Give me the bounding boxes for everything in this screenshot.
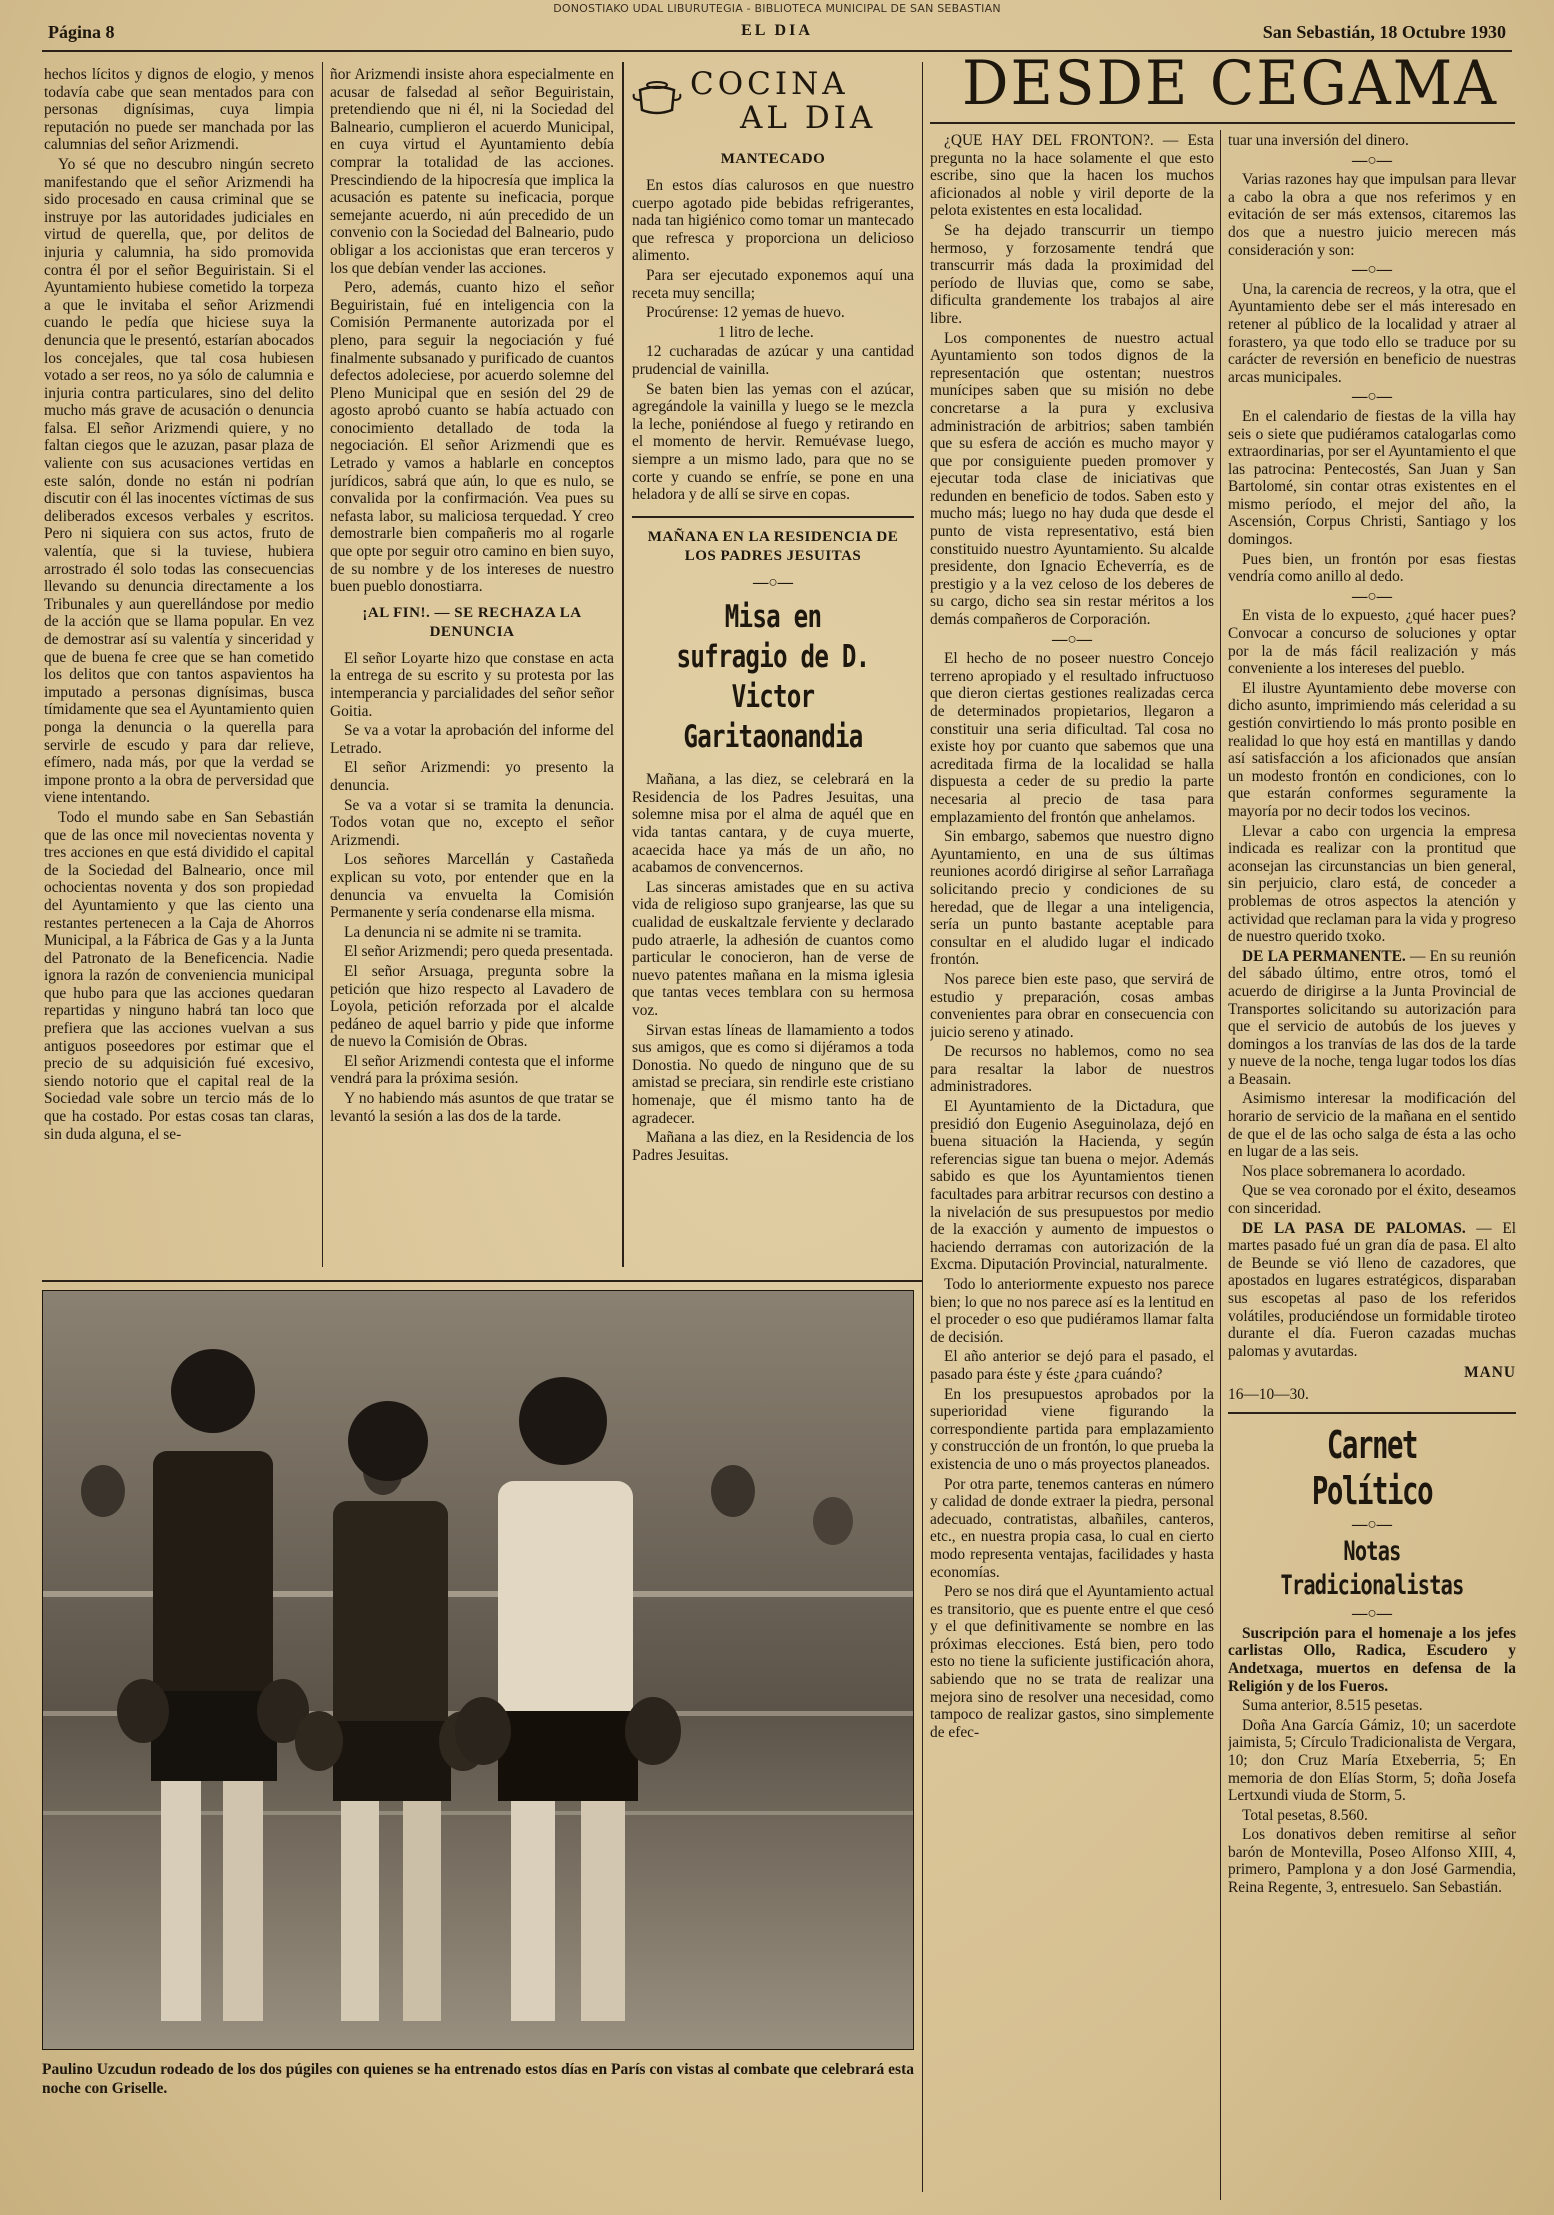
cegama-paragraph: Los componentes de nuestro actual Ayuntamiento son todos dignos de la representación que ostentan; nuestros munícipes saben que su misión no debe concretarse a la pura y exclusiva administración de arbitrios; saben también que su esfera de acción es mucho mayor y que por consiguiente pueden promover y ejecutar toda clase de iniciativas que redunden en beneficio de todos. Saben esto y mucho más; luego no hay duda que desde el punto de vista representativo, está bien constituido nuestro Ayuntamiento. Su alcalde presidente, don Ignacio Echeverría, es de prestigio y a la vez celoso de los deberes de su cargo, dicho sea sin restar méritos a los demás compañeros de Corporación.: [930, 329, 1214, 629]
author-signature: MANU: [1464, 1364, 1516, 1382]
recipe-paragraph: Se baten bien las yemas con el azúcar, agregándole la vainilla y luego se le mezcla la leche, poniéndose al fuego y retirando en el momento de hervir. Remuévase luego, siempre a un mismo lado, para que no se corte y cuando se enfríe, se pone en una heladora y de allí se sirve en copas.: [632, 380, 914, 504]
boxers-photo-illustration: [43, 1291, 914, 2050]
col1-paragraph: Yo sé que no descubro ningún secreto manifestando que el señor Arizmendi ha sido procesado en causa criminal que se instruye por las autoridades judiciales en virtud de querella, que, por delitos de injuria y calumnia, ha sido promovida contra él por el señor Beguiristain. Si el Ayuntamiento hubiese cometido la torpeza a que le invitaba el señor Arizmendi cuando le pedía que hiciese suya la denuncia que le presentó, estarían abocados los concejales, que tal cosa hubiesen votado a ser reos, no ya sólo de calumnia e injuria contra particulares, sino del delito mucho más grave de acusación o denuncia falsa. El señor Arizmendi quiere, y no faltan ciegos que le azuzan, pasar plaza de valiente con sus acusaciones vertidas en este salón, donde no están ni podrían discutir con él las inocentes víctimas de sus deliberados excesos verbales y escritos. Pero ni siquiera con sus actos, fruto de valentía, que si la tuviese, hubiera arrostrado él solo todas las consecuencias llevando su denuncia directamente a los Tribunales y aun querellándose por medio de la acción que se llama popular. En vez de demostrar así su valentía y sinceridad y que de buena fe cree que se han cometido los delitos que con tantos aspavientos ha imputado a personas dignísimas, busca tímidamente que sea el Ayuntamiento quien ponga la denuncia o la querella para servirle de escudo y para dar relieve, efímero, nada más, por que la verdad se impone pronto a la obra de perversidad que viene intentando.: [44, 155, 314, 807]
photo-caption: Paulino Uzcudun rodeado de los dos púgiles con quienes se ha entrenado estos días en París con vistas al combate que celebrará esta noche con Griselle.: [42, 2061, 914, 2097]
cegama-paragraph: De recursos no hablemos, como no sea para resaltar la labor de nuestros administradores.: [930, 1043, 1214, 1096]
cegama-paragraph: El Ayuntamiento de la Dictadura, que presidió don Eugenio Aseguinolaza, dejó en buena situación la Hacienda, y según referencias sigue tan buena o mejor. Además sabido es que los Ayuntamientos tienen facultades para arbitrar recursos con destino a la nivelación de sus presupuestos por medio de la exacción y aumento de impuestos o haciendo derramas con autorización de la Excma. Diputación Provincial, naturalmente.: [930, 1098, 1214, 1274]
palomas-paragraph: [1228, 1220, 1516, 1361]
col2-paragraph: Los señores Marcellán y Castañeda explican su voto, por entender que en la denuncia va envuelta la Comisión Permanente y sería condenarse ella misma.: [330, 851, 614, 922]
cegama-paragraph: Llevar a cabo con urgencia la empresa indicada es realizar con la prontitud que aconsejan las circunstancias un bien general, sin perjuicio, claro está, de conceder a problemas de otros aspectos la atención y actividad que reclaman para la vida y progreso de nuestro querido txoko.: [1228, 822, 1516, 946]
folio-line: [48, 22, 1506, 44]
cegama-paragraph: Nos parece bien este paso, que servirá de estudio y preparación, cosas ambas convenientes para obrar en consecuencia con juicio sereno y atinado.: [930, 970, 1214, 1041]
column-5: [1228, 132, 1516, 2212]
boxing-photo: [42, 1290, 914, 2050]
permanente-text: — En su reunión del sábado último, entre otros, tomó el acuerdo de dirigirse a la Junta Provincial de Transportes solicitando su autorización para que el servicio de autobús de los jueves y domingos a los tranvías de las dos de la tarde y nueve de la noche, tenga lugar todos los días a Beasain.: [1228, 947, 1516, 1088]
cegama-paragraph: En vista de lo expuesto, ¿qué hacer pues? Convocar a concurso de soluciones y optar por la de más fácil realización y más conveniente a los intereses del pueblo.: [1228, 607, 1516, 678]
newspaper-name: EL DIA: [741, 22, 813, 39]
column-rule-4: [1220, 130, 1221, 2200]
palomas-lead: DE LA PASA DE PALOMAS.: [1242, 1219, 1466, 1237]
cegama-paragraph: El ilustre Ayuntamiento debe moverse con dicho asunto, imprimiendo más celeridad a su gestión convirtiendo lo más pronto posible en realidad lo que hoy está en mantillas y dando así satisfacción a los aficionados que ansían un modesto frontón en condiciones, con lo que estarán conformes seguramente la mayoría por no decir todos los vecinos.: [1228, 679, 1516, 820]
recipe-paragraph: Para ser ejecutado exponemos aquí una receta muy sencilla;: [632, 266, 914, 302]
divider-ornament: —○—: [1351, 587, 1393, 605]
cegama-paragraph: ¿QUE HAY DEL FRONTON?. — Esta pregunta no la hace solamente el que esto escribe, sino que la hacen los muchos aficionados al noble y viril deporte de la pelota existentes en esta localidad.: [930, 132, 1214, 220]
desde-cegama-masthead: DESDE CEGAMA: [961, 47, 1499, 119]
photo-top-rule: [42, 1280, 922, 1282]
col2-paragraph: El señor Arizmendi; pero queda presentada.: [344, 943, 614, 961]
permanente-paragraph: Nos place sobremanera lo acordado.: [1242, 1162, 1466, 1180]
col2-paragraph: Y no habiendo más asuntos de que tratar se levantó la sesión a las dos de la tarde.: [330, 1090, 614, 1125]
palomas-text: — El martes pasado fué un gran día de pasa. El alto de Beunde se vió lleno de cazadores, que apostados en lugares estratégicos, disparaban sus escopetas al paso de los referidos volátiles, produciéndose un formidable tiroteo durante el día. Fueron cazadas muchas palomas y avutardas.: [1228, 1219, 1516, 1360]
column-rule-2: [622, 62, 624, 1267]
divider-ornament: —○—: [752, 573, 794, 591]
divider-ornament: —○—: [1351, 1605, 1393, 1623]
cegama-paragraph: Una, la carencia de recreos, y la otra, que el Ayuntamiento debe ser el más interesado en retener al público de la localidad y atraer al forastero, ya que todo ello se traduce por su carácter de reversión en beneficio de nuestras arcas municipales.: [1228, 280, 1516, 386]
cocina-line-1: COCINA: [690, 66, 849, 102]
column-2: [330, 66, 614, 1276]
column-rule-3: [922, 62, 923, 2192]
denuncia-heading: ¡AL FIN!. — SE RECHAZA LA DENUNCIA: [362, 604, 582, 640]
permanente-paragraph: [1228, 948, 1516, 1089]
col2-paragraph: Pero, además, cuanto hizo el señor Beguiristain, fué en inteligencia con la Comisión Permanente autorizada por el pleno, para seguir la negociación y fué finalmente subsanado y purificado de cuantos defectos adoleciese, por acuerdo solemne del Pleno Municipal que en sesión del 29 de agosto aprobó cuanto se había actuado con conocimiento detallado de toda la negociación. El señor Arizmendi que es Letrado y vamos a hablarle en conceptos jurídicos, sabrá que aún, lo que es nulo, se convalida por la confirmación. Vea pues su nefasta labor, su maliciosa terquedad. Y creo demostrarle bien compañeris mo al rogarle que opte por seguir otro camino en bien suyo, de su nombre y de los intereses de nuestro buen pueblo donostiarra.: [330, 279, 614, 596]
cegama-paragraph: Todo lo anteriormente expuesto nos parece bien; lo que no nos parece así es la lentitud en el proceder o eso que pudiéramos llamar falta de decisión.: [930, 1276, 1214, 1346]
cegama-paragraph: Por otra parte, tenemos canteras en número y calidad de donde extraer la piedra, personal adecuado, contratistas, albañiles, canteros, etc., en nuestra propia casa, lo cual en cierto modo representa ventajas, facilidades y hasta economías.: [930, 1475, 1214, 1581]
cegama-paragraph: Sin embargo, sabemos que nuestro digno Ayuntamiento, en una de sus últimas reuniones acordó dirigirse al señor Larrañaga solicitando precio y condiciones de su heredad, que de llegar a una inteligencia, sería un punto bastante aceptable para consultar en el aludido lugar el indicado frontón.: [930, 828, 1214, 969]
divider-ornament: —○—: [1351, 1515, 1393, 1533]
cocina-line-2: AL DIA: [740, 100, 877, 136]
page-number: Página 8: [48, 22, 115, 42]
notas-paragraph: Doña Ana García Gámiz, 10; un sacerdote jaimista, 5; Círculo Tradicionalista de Vergara, 10; don Cruz María Etxeberria, 5; En memoria de don Elías Storm, 5; doña Josefa Lertxundi viuda de Storm, 5.: [1228, 1716, 1516, 1805]
library-watermark: DONOSTIAKO UDAL LIBURUTEGIA - BIBLIOTECA MUNICIPAL DE SAN SEBASTIAN: [553, 2, 1001, 15]
col2-paragraph: El señor Arizmendi: yo presento la denuncia.: [330, 759, 614, 794]
cegama-paragraph: El año anterior se dejó para el pasado, el pasado para éste y éste ¿para cuándo?: [930, 1348, 1214, 1383]
mass-paragraph: Mañana a las diez, en la Residencia de los Padres Jesuitas.: [632, 1129, 914, 1164]
mass-kicker: MAÑANA EN LA RESIDENCIA DE LOS PADRES JESUITAS: [647, 528, 899, 564]
mass-paragraph: Sirvan estas líneas de llamamiento a todos sus amigos, que es como si dijéramos a toda Donostia. No quedo de ninguno que de su amistad se preciara, sin rendirle este cristiano homenaje, que él mismo tanto ha de agradecer.: [632, 1021, 914, 1127]
recipe-paragraph: 12 cucharadas de azúcar y una cantidad prudencial de vainilla.: [632, 343, 914, 378]
col1-paragraph: Todo el mundo sabe en San Sebastián que de las once mil novecientas noventa y tres acciones en que está dividido el capital de la Sociedad del Balneario, once mil ochocientas noventa y dos son propiedad del Ayuntamiento y que las ciento una restantes pertenecen a la Caja de Ahorros Municipal, a la Fábrica de Gas y a la Junta del Patronato de la Beneficencia. Nadie ignora la razón de conveniencia municipal que hubo para que las acciones quedaran repartidas y ninguno habrá tan loco que prefiera que las acciones vuelvan a sus antiguos poseedores por estimar que el precio de su adquisición fué excesivo, siendo notorio que el capital real de la Sociedad vale sobre un tercio más de lo que ha costado. Por estas cosas tan claras, sin duda alguna, el se-: [44, 808, 314, 1143]
article-date: 16—10—30.: [1228, 1385, 1309, 1403]
mass-headline: Misa en sufragio de D. Victor Garitaonandia: [676, 599, 870, 756]
divider-ornament: —○—: [1351, 151, 1393, 169]
column-4: [930, 132, 1214, 2212]
column-3: [632, 150, 914, 1275]
col2-paragraph: Se va a votar si se tramita la denuncia. Todos votan que no, excepto el señor Arizmendi.: [330, 796, 614, 849]
cegama-paragraph: Varias razones hay que impulsan para llevar a cabo la obra a que nos referimos y en evitación de ser más extensos, citaremos las dos que a nuestro juicio merecen más consideración y son:: [1228, 171, 1516, 259]
mass-paragraph: Mañana, a las diez, se celebrará en la Residencia de los Padres Jesuitas, una solemne misa por el alma de aquél que en vida tantas cantara, y de cuya muerte, acaecida hace ya más de un año, no acabamos de convencernos.: [632, 771, 914, 877]
cegama-paragraph: Pues bien, un frontón por esas fiestas vendría como anillo al dedo.: [1228, 550, 1516, 586]
notas-paragraph: Total pesetas, 8.560.: [1242, 1806, 1368, 1824]
cocina-al-dia-kicker: [630, 62, 930, 142]
mass-paragraph: Las sinceras amistades que en su activa vida de religioso supo granjearse, las que su cualidad de euskaltzale ferviente y declarado pudo atraerle, la adhesión de cuantos como particular le conocieron, han de verse de nuevo patentes mañana en la misma iglesia que tantas veces temblara con su hermosa voz.: [632, 878, 914, 1019]
recipe-paragraph: Procúrense: 12 yemas de huevo.: [646, 304, 845, 322]
col2-paragraph: El señor Arizmendi contesta que el informe vendrá para la próxima sesión.: [330, 1052, 614, 1088]
carnet-politico-headline: Carnet Político: [1311, 1422, 1433, 1513]
divider-ornament: —○—: [1351, 388, 1393, 406]
recipe-paragraph: 1 litro de leche.: [718, 323, 814, 341]
col2-paragraph: La denuncia ni se admite ni se tramita.: [344, 923, 582, 941]
cegama-paragraph: tuar una inversión del dinero.: [1228, 132, 1409, 149]
column-1: [44, 66, 314, 1276]
recipe-title: MANTECADO: [720, 151, 826, 167]
col2-paragraph: Se va a votar la aprobación del informe del Letrado.: [330, 722, 614, 757]
notas-paragraph: Suma anterior, 8.515 pesetas.: [1242, 1697, 1423, 1715]
recipe-paragraph: En estos días calurosos en que nuestro cuerpo agotado pide bebidas refrigerantes, nada tan higiénico como tomar un mantecado que refresca y proporciona un delicioso alimento.: [632, 177, 914, 265]
col1-paragraph: hechos lícitos y dignos de elogio, y menos todavía cabe que sean mentados para con personas dignísimas, cuya limpia reputación no puede ser manchada por las calumnias del señor Arizmendi.: [44, 66, 314, 154]
cooking-pot-icon: [632, 76, 682, 118]
section-rule: [632, 516, 914, 518]
col2-paragraph: ñor Arizmendi insiste ahora especialmente en acusar de falsedad al señor Beguiristain, pretendiendo que ni él, ni la Sociedad del Balneario, cumplieron el acuerdo Municipal, en cuya virtud el Ayuntamiento debía comprar la totalidad de las acciones. Prescindiendo de la hipocresía que implica la acusación es patente su ineficacia, porque semejante acuerdo, ni aún precedido de un convenio con la Sociedad del Balneario, pudo obligar a los accionistas que eran terceros y los que debían vender las acciones.: [330, 66, 614, 277]
notas-lead: Suscripción para el homenaje a los jefes carlistas Ollo, Radica, Escudero y Andetxaga, muertos en defensa de la Religión y de los Fueros.: [1228, 1624, 1516, 1695]
notas-paragraph: Los donativos deben remitirse al señor barón de Montevilla, Poseo Alfonso XIII, 4, primero, Pamplona y a don José Garmendia, Reina Regente, 3, entresuelo. San Sebastián.: [1228, 1826, 1516, 1897]
cegama-paragraph: En el calendario de fiestas de la villa hay seis o siete que pudiéramos catalogarlas como extraordinarias, por ser el Ayuntamiento el que las patrocina: Pentecostés, San Juan y San Bartolomé, sin contar otras existentes en el mismo período, el mejor del año, la Ascensión, Corpus Christi, Santiago y los domingos.: [1228, 407, 1516, 549]
cegama-paragraph: En los presupuestos aprobados por la superioridad viene figurando la correspondiente partida para emplazamiento y construcción de un frontón, lo que prueba la existencia de uno o más proyectos planeados.: [930, 1385, 1214, 1473]
cegama-paragraph: Pero se nos dirá que el Ayuntamiento actual es transitorio, que es puente entre el que cesó y el que definitivamente se nombre en las próximas elecciones. Está bien, pero todo esto no tiene la suficiente justificación ahora, sabiendo que no se trata de realizar una mejora sino de resolver una necesidad, como tampoco de realizar gastos, sino simplemente de efec-: [930, 1583, 1214, 1741]
cegama-paragraph: Se ha dejado transcurrir un tiempo hermoso, y forzosamente tendrá que transcurrir más dada la proximidad del período de lluvias que, como se sabe, dificulta grandemente los trabajos al aire libre.: [930, 221, 1214, 327]
col2-paragraph: El señor Arsuaga, pregunta sobre la petición que hizo respecto al Lavadero de Loyola, petición reforzada por el alcalde pedáneo de aquel barrio y pide que informe de nuevo la Comisión de Obras.: [330, 962, 614, 1051]
divider-ornament: —○—: [1351, 261, 1393, 279]
permanente-lead: DE LA PERMANENTE.: [1242, 947, 1406, 965]
cegama-paragraph: El hecho de no poseer nuestro Concejo terreno apropiado y el resultado infructuoso que dieron ciertas gestiones realizadas cerca de determinados propietarios, llegaron a constituir una seria dificultad. Tal cosa no existe hoy por cuanto que sabemos que una acreditada firma de la localidad se halla dispuesta a ceder de su predio la parte necesaria al precio de tasa para emplazamiento del frontón que anhelamos.: [930, 650, 1214, 826]
section-rule: [1228, 1412, 1516, 1414]
column-rule-1: [322, 62, 323, 1267]
masthead-underline: [930, 122, 1515, 124]
permanente-paragraph: Asimismo interesar la modificación del horario de servicio de la mañana en el sentido de que el de las ocho salga de ésta a las ocho en lugar de a las seis.: [1228, 1090, 1516, 1161]
col2-paragraph: El señor Loyarte hizo que constase en acta la entrega de su escrito y su protesta por las intemperancia y parcialidades del señor señor Goitia.: [330, 649, 614, 720]
dateline: San Sebastián, 18 Octubre 1930: [1262, 22, 1506, 42]
divider-ornament: —○—: [1051, 630, 1093, 648]
permanente-paragraph: Que se vea coronado por el éxito, deseamos con sinceridad.: [1228, 1182, 1516, 1218]
notas-tradicionalistas-headline: Notas Tradicionalistas: [1280, 1536, 1464, 1602]
